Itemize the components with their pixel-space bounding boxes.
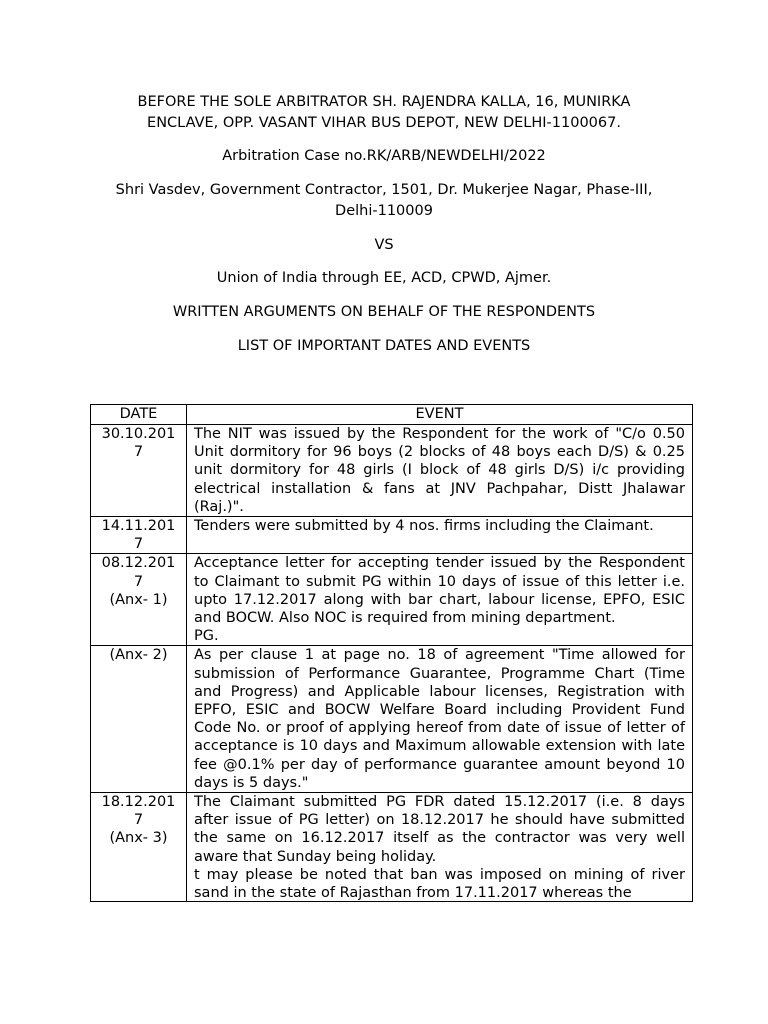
- table-row: [91, 793, 693, 902]
- versus-label: VS: [374, 237, 394, 253]
- event-clip: [194, 793, 685, 901]
- event-column-header: EVENT: [187, 405, 693, 425]
- event-text-extra: PG.: [194, 628, 219, 645]
- tribunal-heading-line-1: BEFORE THE SOLE ARBITRATOR SH. RAJENDRA KALLA, 16, MUNIRKA: [137, 94, 631, 110]
- date-text: 7: [133, 444, 144, 461]
- date-text: 14.11.201: [101, 518, 176, 535]
- row-date: [91, 425, 187, 517]
- list-title: LIST OF IMPORTANT DATES AND EVENTS: [237, 338, 531, 354]
- annexure-ref: (Anx- 1): [109, 591, 168, 608]
- date-text: 7: [133, 536, 144, 553]
- dates-events-table: [90, 404, 693, 902]
- claimant-line-1: Shri Vasdev, Government Contractor, 1501, Dr. Mukerjee Nagar, Phase-III,: [115, 182, 653, 198]
- row-date: [91, 793, 187, 902]
- annexure-ref: (Anx- 2): [109, 647, 168, 664]
- row-date: [91, 554, 187, 646]
- claimant-line-2: Delhi-110009: [335, 203, 433, 219]
- table-row: [91, 554, 693, 646]
- row-event: Tenders were submitted by 4 nos. firms including the Claimant.: [187, 517, 693, 554]
- row-event: [187, 793, 693, 902]
- respondent-line: Union of India through EE, ACD, CPWD, Ajmer.: [216, 270, 552, 286]
- date-text: 7: [133, 812, 144, 829]
- annexure-ref: (Anx- 3): [109, 830, 168, 847]
- table-row: [91, 517, 693, 554]
- table-row: [91, 646, 693, 793]
- event-text-extra: t may please be noted that ban was imposed on mining of river sand in the state of Rajasthan from 17.11.2017 whereas the: [194, 866, 685, 902]
- row-date: [91, 646, 187, 793]
- table-header-row: [91, 405, 693, 425]
- row-event: [187, 554, 693, 646]
- row-date: [91, 517, 187, 554]
- event-text: Acceptance letter for accepting tender issued by the Respondent to Claimant to submit PG within 10 days of issue of this letter i.e. upto 17.12.2017 along with bar chart, labour license, EPFO, ESIC and BOCW. Also NOC is required from mining department.: [194, 555, 685, 627]
- row-event: As per clause 1 at page no. 18 of agreement "Time allowed for submission of Performance Guarantee, Programme Chart (Time and Progress) and Applicable labour licenses, Registration with EPFO, ESIC and BOCW Welfare Board including Provident Fund Code No. or proof of applying hereof from date of issue of letter of acceptance is 10 days and Maximum allowable extension with late fee @0.1% per day of performance guarantee amount beyond 10 days is 5 days.": [187, 646, 693, 793]
- case-number: Arbitration Case no.RK/ARB/NEWDELHI/2022: [222, 148, 546, 164]
- date-text: 08.12.201: [101, 555, 176, 572]
- tribunal-heading-line-2: ENCLAVE, OPP. VASANT VIHAR BUS DEPOT, NEW DELHI-1100067.: [147, 115, 621, 131]
- event-text: The Claimant submitted PG FDR dated 15.12.2017 (i.e. 8 days after issue of PG letter) on 18.12.2017 he should have submitted the same on 16.12.2017 itself as the contractor was very well aware that Sunday being holiday.: [194, 794, 685, 865]
- date-text: 18.12.201: [101, 794, 176, 811]
- row-event: The NIT was issued by the Respondent for the work of "C/o 0.50 Unit dormitory for 96 boys (2 blocks of 48 boys each D/S) & 0.25 unit dormitory for 48 girls (I block of 48 girls D/S) i/c providing electrical installation & fans at JNV Pachpahar, Distt Jhalawar (Raj.)".: [187, 425, 693, 517]
- date-text: 7: [133, 573, 144, 590]
- document-title: WRITTEN ARGUMENTS ON BEHALF OF THE RESPONDENTS: [172, 304, 596, 320]
- date-column-header: DATE: [91, 405, 187, 425]
- date-text: 30.10.201: [101, 426, 176, 442]
- table-row: [91, 425, 693, 517]
